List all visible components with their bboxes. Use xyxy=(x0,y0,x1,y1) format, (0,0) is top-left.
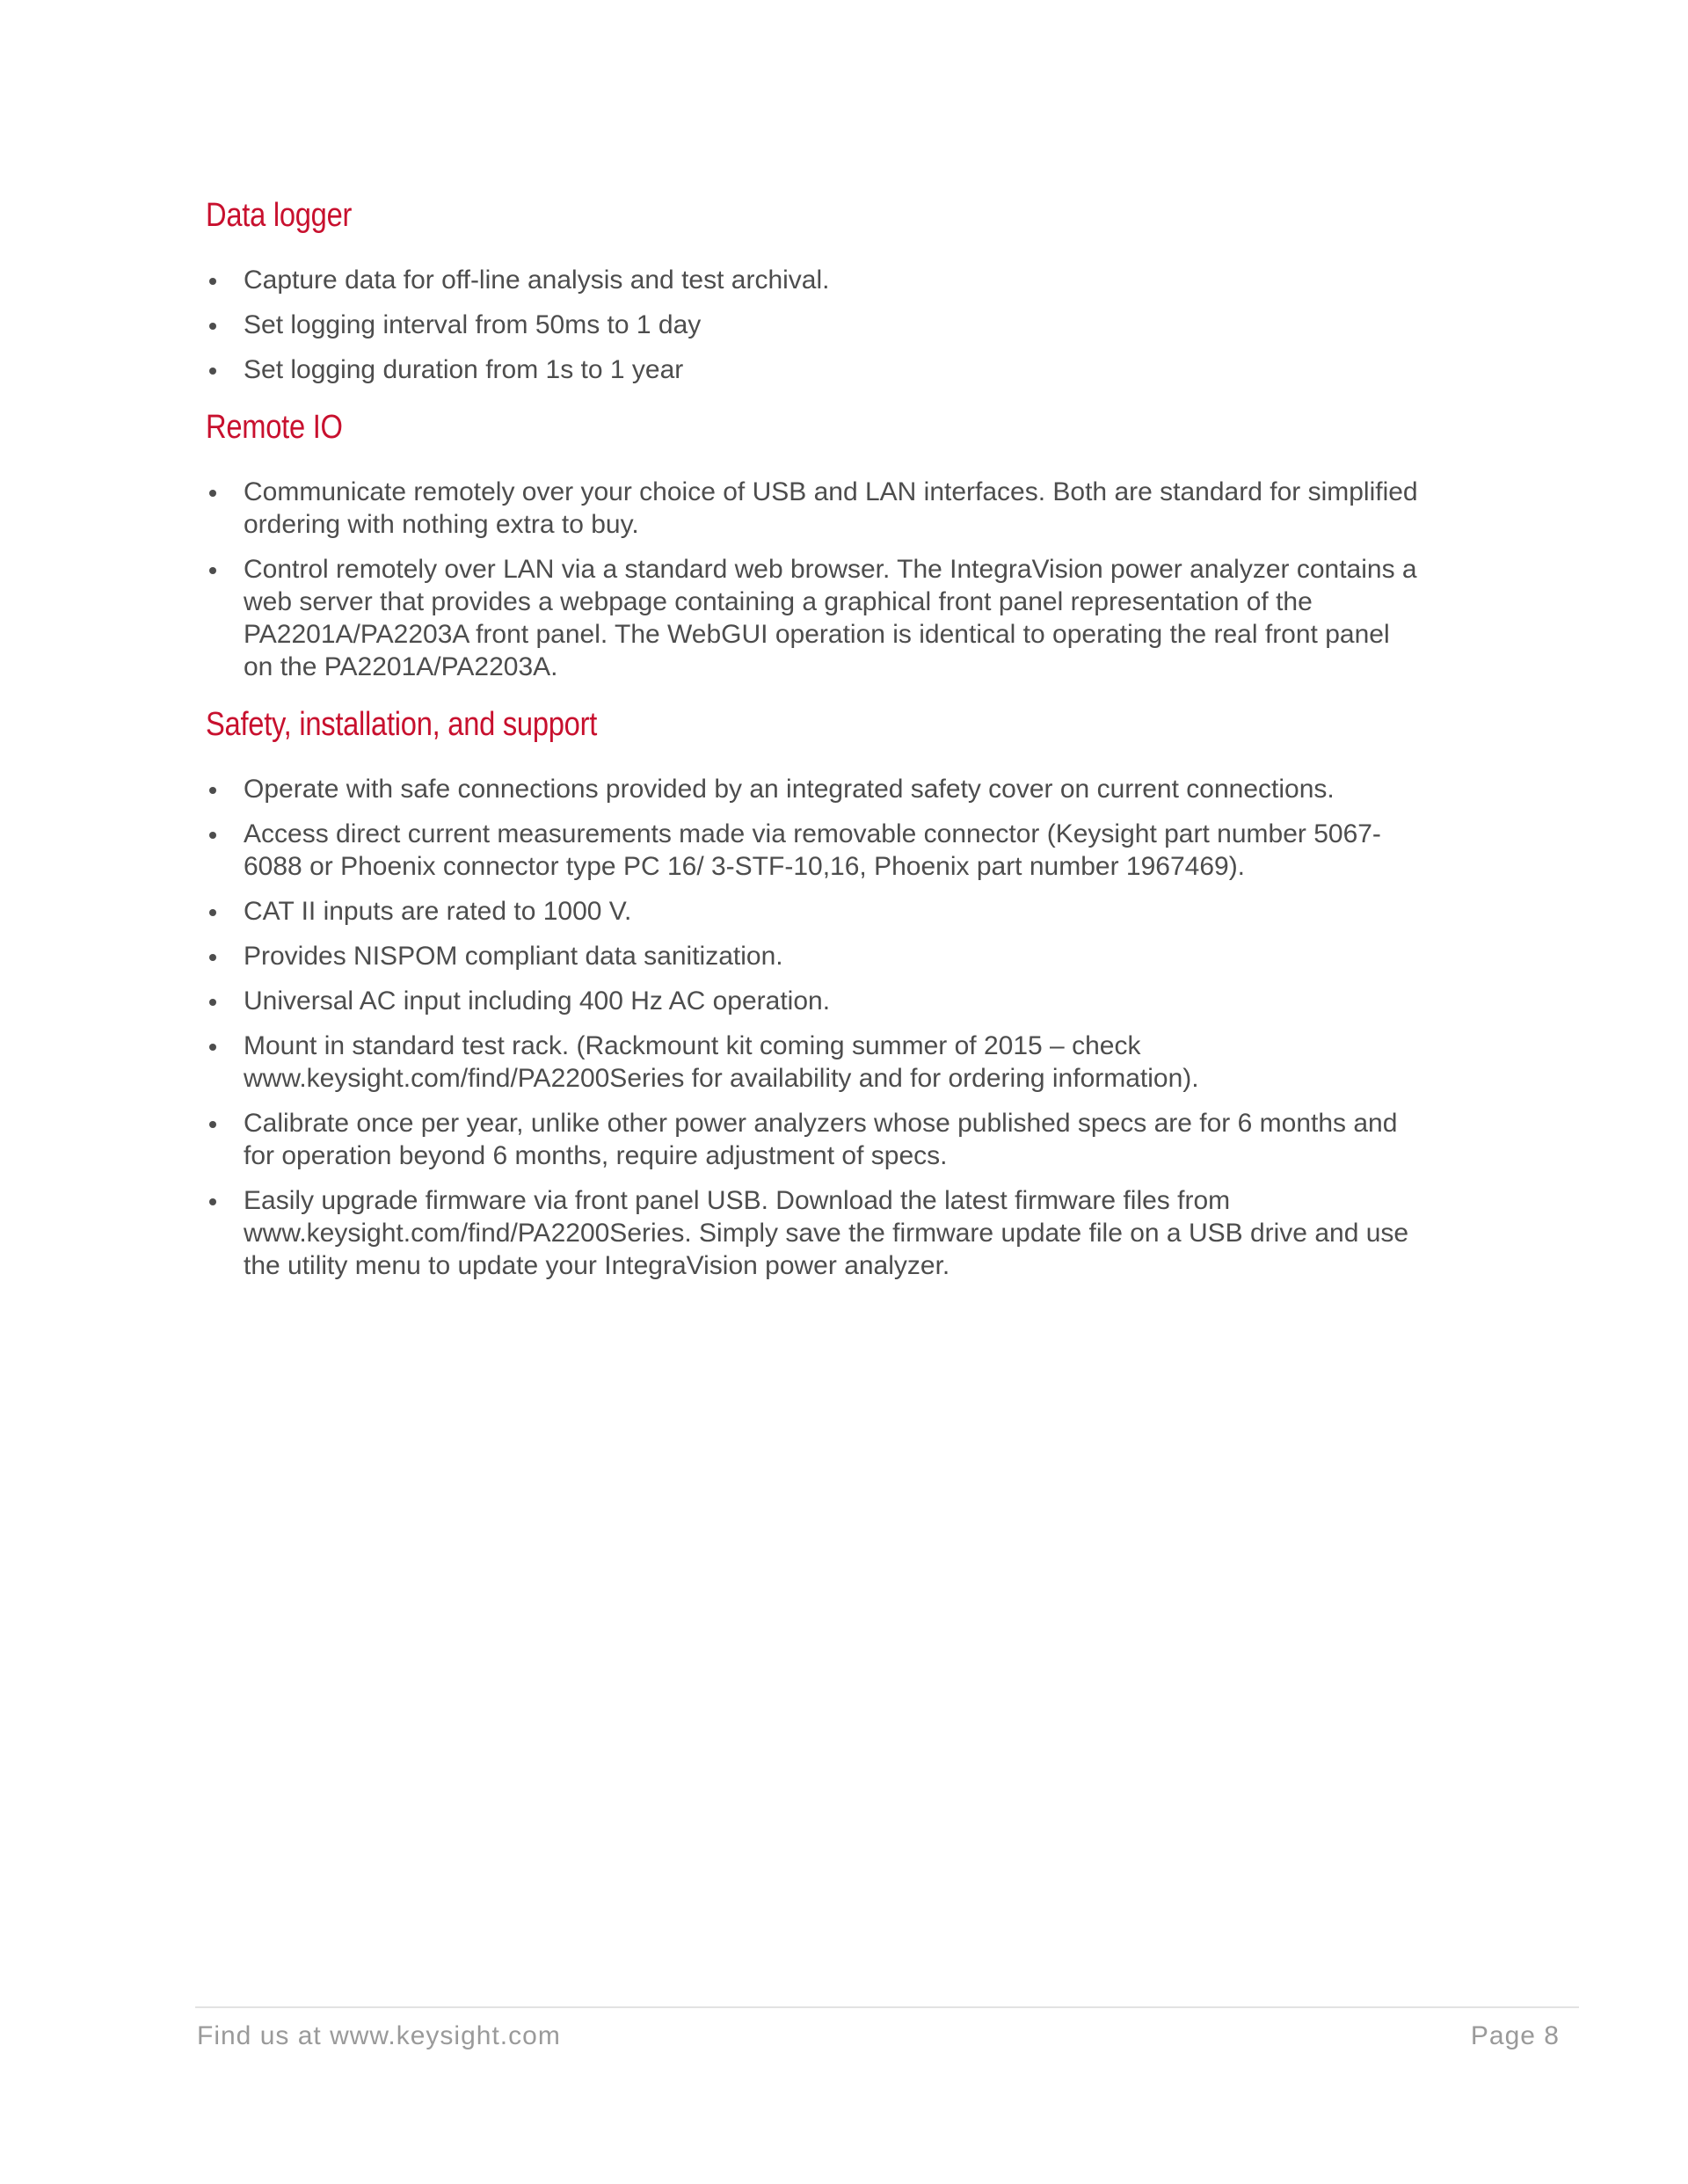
list-item xyxy=(206,553,1422,683)
list-item-text: Easily upgrade firmware via front panel USB. Download the latest firmware files from www.keysight.com/find/PA2200Series. Simply save the firmware update file on a USB drive and use the utility menu to update your IntegraVision power analyzer. xyxy=(244,1186,1409,1280)
list-item xyxy=(206,773,1422,805)
list-item xyxy=(206,476,1422,541)
list-item xyxy=(206,895,1422,928)
bullet-icon xyxy=(209,909,216,916)
list-item xyxy=(206,985,1422,1017)
footer-divider xyxy=(195,2006,1579,2008)
list-item xyxy=(206,1107,1422,1172)
list-item-text: Universal AC input including 400 Hz AC operation. xyxy=(244,986,831,1016)
footer-website-text: Find us at www.keysight.com xyxy=(197,2021,561,2050)
section-heading: Safety, installation, and support xyxy=(206,706,598,743)
list-item-text: Set logging interval from 50ms to 1 day xyxy=(244,310,702,339)
section-safety-installation-support xyxy=(206,704,1437,1282)
bullet-icon xyxy=(209,368,216,375)
bullet-list xyxy=(206,476,1437,683)
list-item-text: Operate with safe connections provided by an integrated safety cover on current connections. xyxy=(244,775,1335,804)
section-heading: Remote IO xyxy=(206,409,343,446)
page-number: Page 8 xyxy=(1470,2021,1560,2050)
list-item-text: Set logging duration from 1s to 1 year xyxy=(244,355,684,384)
list-item-text: CAT II inputs are rated to 1000 V. xyxy=(244,897,632,926)
bullet-icon xyxy=(209,999,216,1006)
section-remote-io xyxy=(206,407,1437,683)
page-content xyxy=(206,195,1437,1294)
list-item xyxy=(206,264,1422,296)
bullet-icon xyxy=(209,490,216,497)
list-item-text: Capture data for off-line analysis and test archival. xyxy=(244,266,830,295)
list-item-text: Control remotely over LAN via a standard web browser. The IntegraVision power analyzer contains a web server that provides a webpage containing a graphical front panel representation of the PA2201A/PA2203A front panel. The WebGUI operation is identical to operating the real front panel on the PA2201A/PA2203A. xyxy=(244,555,1417,681)
list-item xyxy=(206,1184,1422,1282)
list-item-text: Access direct current measurements made via removable connector (Keysight part number 5067-6088 or Phoenix connector type PC 16/ 3-STF-10,16, Phoenix part number 1967469). xyxy=(244,819,1381,881)
list-item-text: Calibrate once per year, unlike other power analyzers whose published specs are for 6 months and for operation beyond 6 months, require adjustment of specs. xyxy=(244,1109,1398,1170)
bullet-icon xyxy=(209,278,216,285)
bullet-list xyxy=(206,264,1437,386)
bullet-icon xyxy=(209,954,216,961)
section-data-logger xyxy=(206,195,1437,386)
bullet-icon xyxy=(209,323,216,330)
list-item xyxy=(206,353,1422,386)
bullet-icon xyxy=(209,1121,216,1128)
list-item xyxy=(206,940,1422,972)
list-item xyxy=(206,1030,1422,1095)
bullet-icon xyxy=(209,787,216,794)
bullet-list xyxy=(206,773,1437,1282)
bullet-icon xyxy=(209,567,216,574)
bullet-icon xyxy=(209,1198,216,1205)
bullet-icon xyxy=(209,832,216,839)
list-item-text: Provides NISPOM compliant data sanitization. xyxy=(244,942,783,971)
list-item-text: Communicate remotely over your choice of USB and LAN interfaces. Both are standard for simplified ordering with nothing extra to buy. xyxy=(244,477,1418,539)
bullet-icon xyxy=(209,1044,216,1051)
list-item xyxy=(206,309,1422,341)
list-item-text: Mount in standard test rack. (Rackmount kit coming summer of 2015 – check www.keysight.com/find/PA2200Series for availability and for ordering information). xyxy=(244,1031,1199,1093)
section-heading: Data logger xyxy=(206,197,353,234)
list-item xyxy=(206,818,1422,883)
